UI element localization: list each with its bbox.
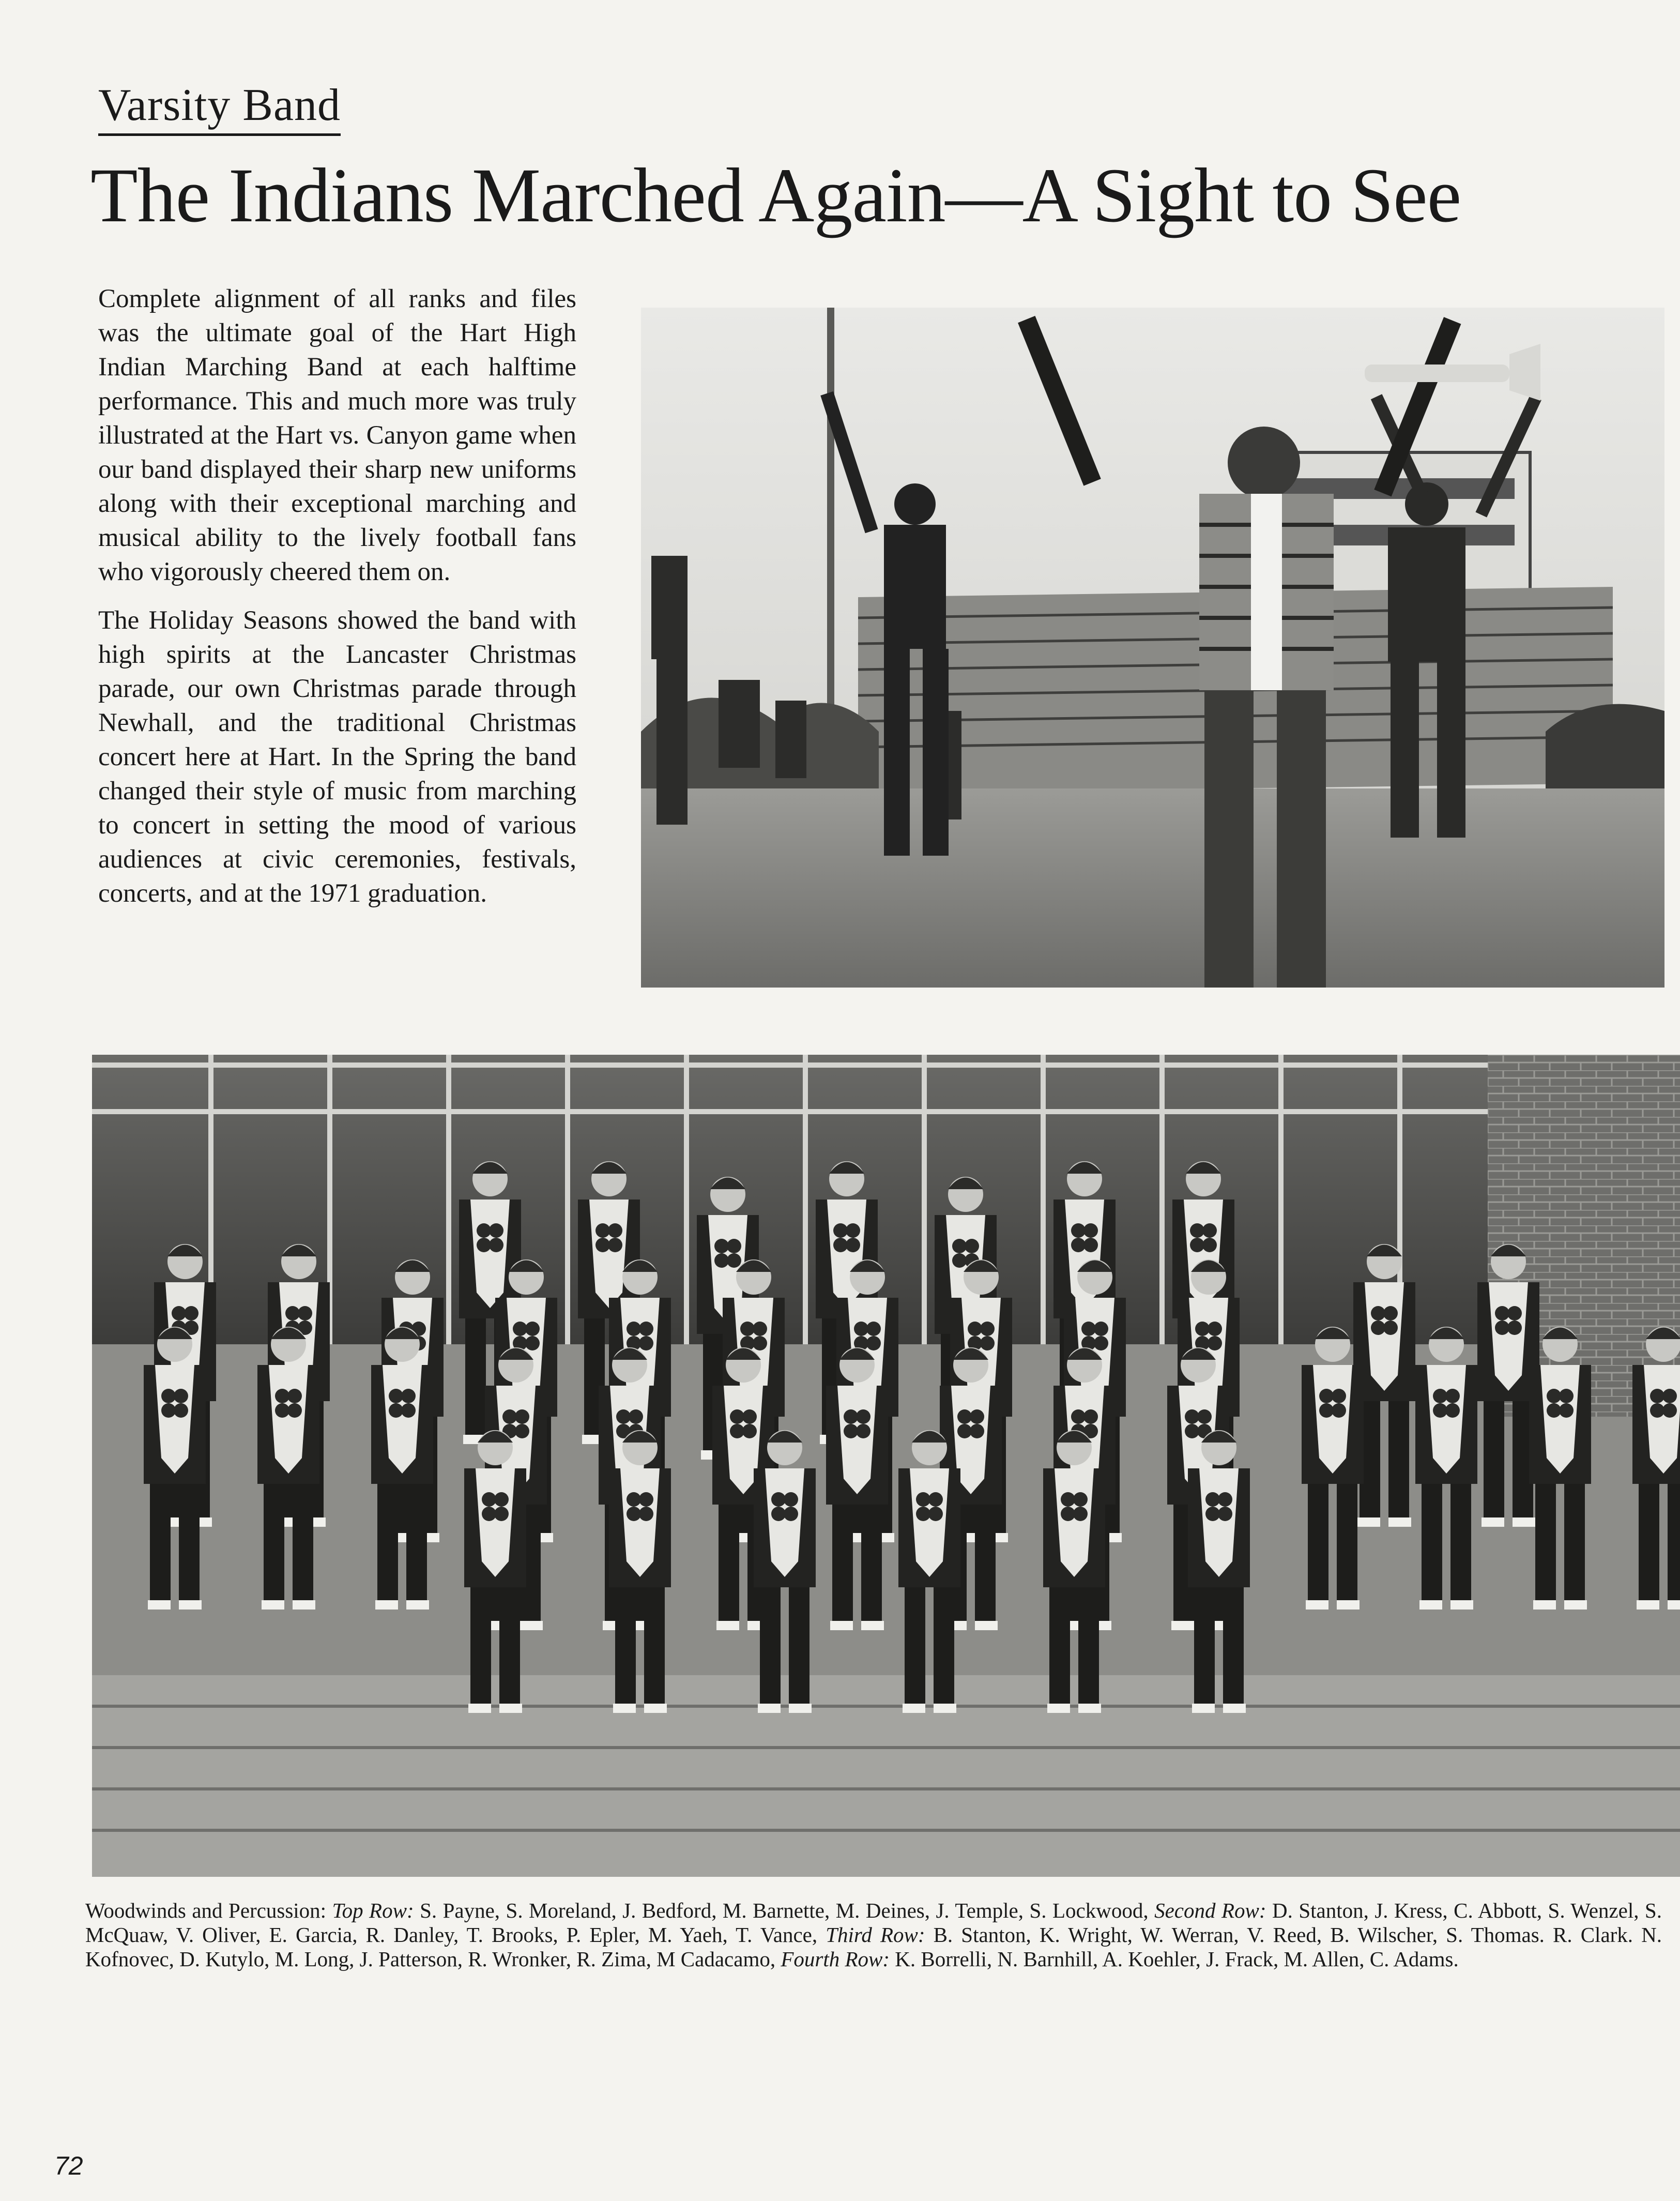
caption-row-label-fourth: Fourth Row: (781, 1947, 890, 1971)
caption-row-label-second: Second Row: (1154, 1899, 1266, 1922)
band-group-image (92, 1055, 1680, 1877)
caption-row-names-top: S. Payne, S. Moreland, J. Bedford, M. Barnette, M. Deines, J. Temple, S. Lockwood, (414, 1899, 1155, 1922)
page-headline: The Indians Marched Again—A Sight to See (90, 153, 1461, 238)
page-number: 72 (54, 2151, 83, 2180)
caption-row-label-third: Third Row: (826, 1923, 925, 1947)
caption-row-label-top: Top Row: (332, 1899, 414, 1922)
caption-row-names-second: D. Stanton, J. Kress, C. Abbott, S. Wenzel, S. McQuaw, V. Oliver, E. Garcia, R. Danley, T. Brooks, P. Epler, M. Yaeh, T. Vance, (85, 1899, 1662, 1947)
article-body (98, 282, 576, 925)
caption-row-names-fourth: K. Borrelli, N. Barnhill, A. Koehler, J. Frack, M. Allen, C. Adams. (890, 1947, 1459, 1971)
photo-caption (85, 1899, 1662, 1971)
marching-field-image (641, 308, 1664, 988)
photo-band-group (92, 1055, 1680, 1877)
caption-intro: Woodwinds and Percussion: (85, 1899, 332, 1922)
body-paragraph-1: Complete alignment of all ranks and files was the ultimate goal of the Hart High Indian Marching Band at each halftime performance. This and much more was truly illustrated at the Hart vs. Canyon game when our band displayed their sharp new uniforms along with their exceptional marching and musical ability to the lively football fans who vigorously cheered them on. (98, 284, 576, 586)
section-label: Varsity Band (98, 83, 341, 136)
body-paragraph-2: The Holiday Seasons showed the band with high spirits at the Lancaster Christmas parade, our own Christmas parade through Newhall, and the traditional Christmas concert here at Hart. In the Spring the band changed their style of music from marching to concert in setting the mood of various audiences at civic ceremonies, festivals, concerts, and at the 1971 graduation. (98, 606, 576, 908)
photo-marching-field (641, 308, 1664, 988)
caption-row-names-third: B. Stanton, K. Wright, W. Werran, V. Reed, B. Wilscher, S. Thomas. R. Clark. N. Kofnovec, D. Kutylo, M. Long, J. Patterson, R. Wronker, R. Zima, M Cadacamo, (85, 1923, 1662, 1971)
